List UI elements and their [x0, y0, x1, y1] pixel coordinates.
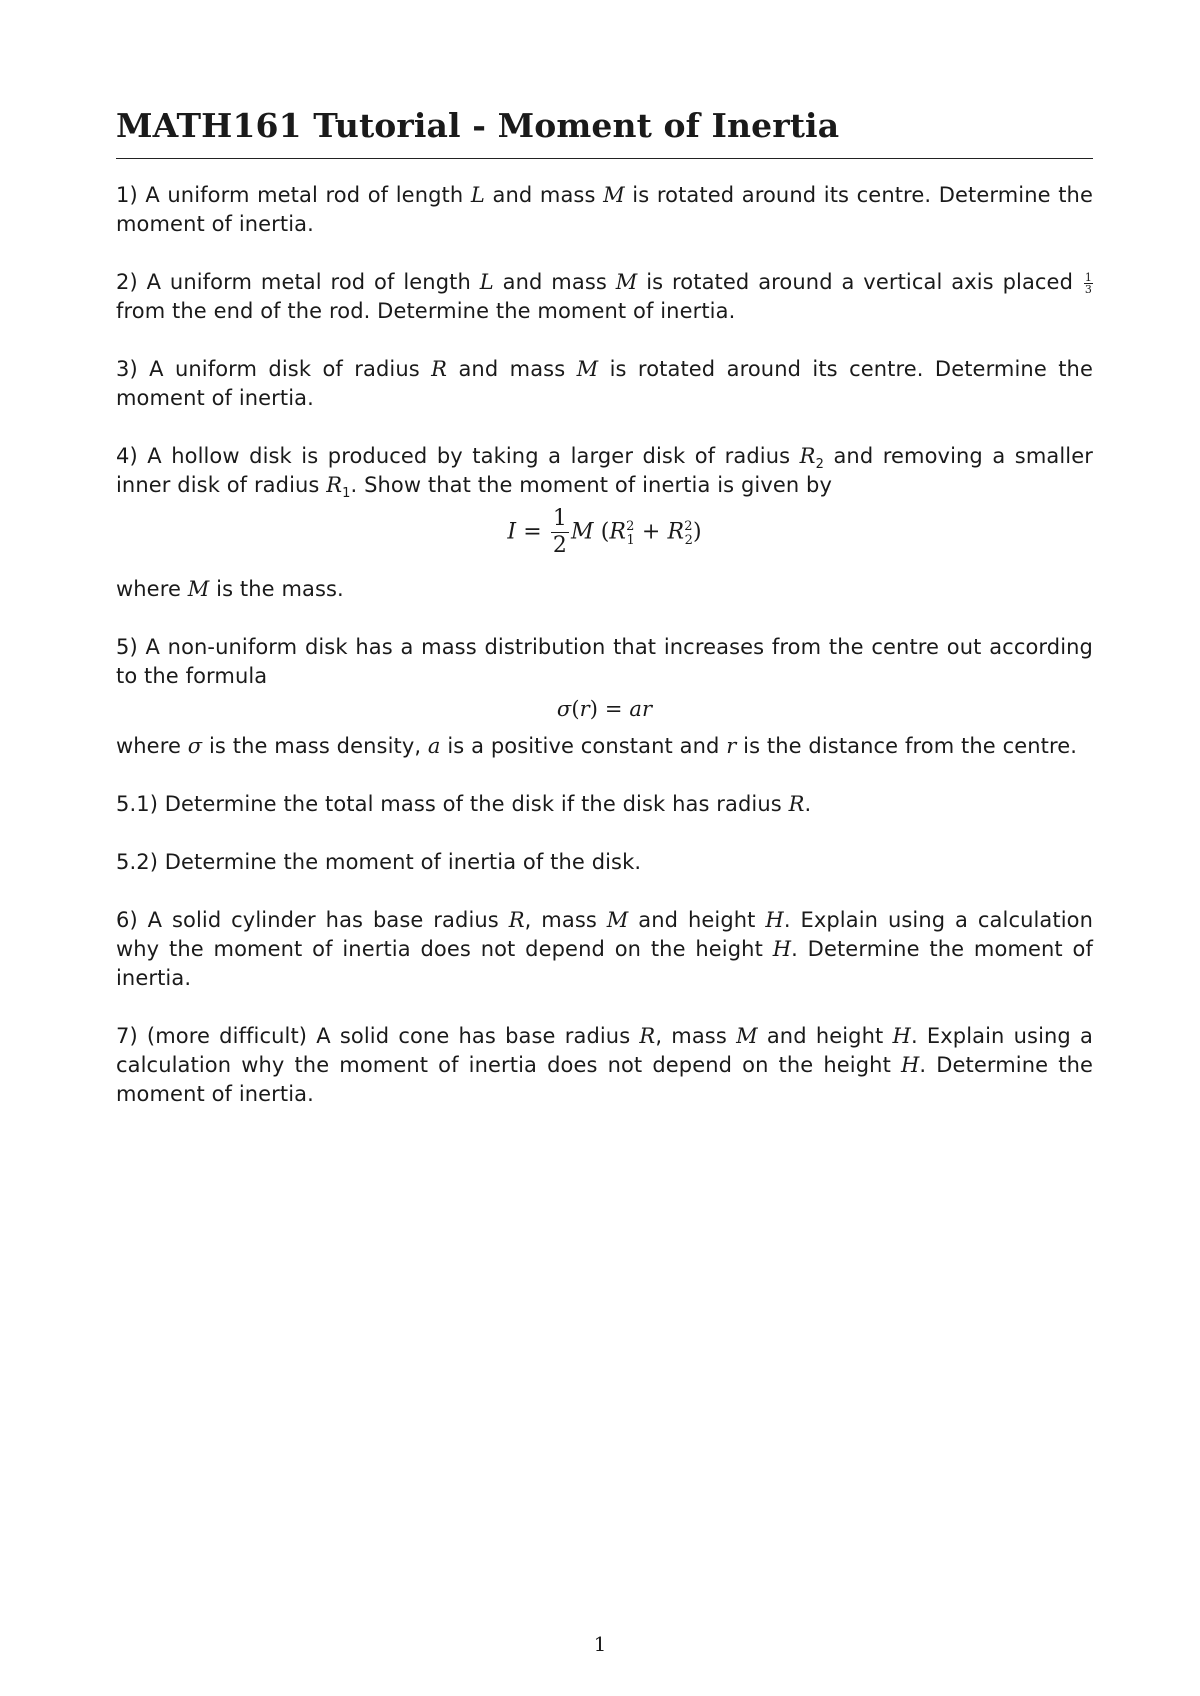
- q4-var-R2: R: [799, 444, 816, 468]
- q1-text-c: is rotated around its centre. Determine the moment of inertia.: [116, 183, 1093, 236]
- page-number: 1: [593, 1632, 607, 1656]
- q2-var-L: L: [479, 270, 494, 294]
- q5-where-d: is the distance from the centre.: [736, 734, 1078, 758]
- q5-where: [116, 732, 1093, 761]
- question-5-2: [116, 848, 1093, 877]
- title-rule: [116, 158, 1093, 159]
- q4-where-M: M: [187, 577, 210, 601]
- q6-var-H-2: H: [772, 937, 792, 961]
- q5-where-c: is a positive constant and: [440, 734, 727, 758]
- q4-eq-sub-2: 2: [684, 532, 693, 548]
- q2-var-M: M: [615, 270, 638, 294]
- q6-var-M: M: [606, 908, 629, 932]
- q1-var-L: L: [470, 183, 485, 207]
- q4-eq-R1: R: [609, 519, 627, 545]
- q5-text-a: 5) A non-uniform disk has a mass distribution that increases from the centre out according to the formula: [116, 635, 1093, 688]
- q4-text-b: and removing a smaller inner disk of radius: [116, 444, 1093, 497]
- q4-eq-open: (: [593, 519, 610, 545]
- question-2: [116, 268, 1093, 326]
- question-1: [116, 181, 1093, 239]
- q6-text-e: . Determine the moment of inertia.: [116, 937, 1093, 990]
- q5-eq-sigma: σ: [556, 697, 572, 721]
- q4-var-R1: R: [326, 473, 343, 497]
- q1-text-a: 1) A uniform metal rod of length: [116, 183, 471, 207]
- q4-eq-plus: +: [634, 519, 668, 545]
- question-3: [116, 355, 1093, 413]
- q7-text-d: . Explain using a calculation why the moment of inertia does not depend on the height: [116, 1024, 1093, 1077]
- q7-text-b: , mass: [655, 1024, 737, 1048]
- q3-text-a: 3) A uniform disk of radius: [116, 357, 432, 381]
- q4-eq-equals: =: [516, 519, 549, 545]
- q5-eq-ar: ar: [629, 697, 653, 721]
- q4-eq-sup-2: 2: [684, 519, 693, 535]
- question-5-1: [116, 790, 1093, 819]
- q3-var-M: M: [576, 357, 599, 381]
- q2-text-b: and mass: [493, 270, 616, 294]
- question-6: [116, 906, 1093, 993]
- q4-where: [116, 575, 1093, 604]
- q4-eq-R2: R: [667, 519, 685, 545]
- q3-text-b: and mass: [447, 357, 577, 381]
- q7-var-M: M: [736, 1024, 758, 1048]
- q4-eq-close: ): [692, 519, 702, 545]
- q7-text-c: and height: [757, 1024, 893, 1048]
- q7-text-a: 7) (more difficult) A solid cone has base radius: [116, 1024, 640, 1048]
- q6-text-d: . Explain using a calculation why the moment of inertia does not depend on the height: [116, 908, 1094, 961]
- question-5: [116, 633, 1093, 691]
- q4-where-b: is the mass.: [209, 577, 344, 601]
- q5-eq-r: r: [579, 697, 590, 721]
- q4-eq-frac-den: 2: [552, 533, 567, 558]
- q6-var-H: H: [765, 908, 784, 932]
- q5-where-a: where: [116, 734, 188, 758]
- q5-where-r: r: [726, 734, 737, 758]
- q5-eq-open: (: [571, 697, 580, 721]
- q4-eq-M: M: [570, 519, 594, 545]
- q5-where-b: is the mass density,: [202, 734, 428, 758]
- q4-eq-I: I: [507, 519, 517, 545]
- q51-text-a: 5.1) Determine the total mass of the disk if the disk has radius: [116, 792, 789, 816]
- q5-eq-close: ): [589, 697, 599, 721]
- q4-where-a: where: [116, 577, 188, 601]
- document-body: [116, 104, 1093, 1138]
- q2-text-a: 2) A uniform metal rod of length: [116, 270, 480, 294]
- q4-text-a: 4) A hollow disk is produced by taking a larger disk of radius: [116, 444, 800, 468]
- q5-where-sigma: σ: [187, 734, 203, 758]
- q1-text-b: and mass: [484, 183, 604, 207]
- q3-var-R: R: [431, 357, 448, 381]
- q6-text-a: 6) A solid cylinder has base radius: [116, 908, 509, 932]
- q7-var-H: H: [892, 1024, 911, 1048]
- q5-where-a-const: a: [427, 734, 441, 758]
- q4-equation: [116, 508, 1093, 557]
- q2-text-d: from the end of the rod. Determine the moment of inertia.: [116, 299, 736, 323]
- q7-var-R: R: [639, 1024, 656, 1048]
- q2-frac-den: 3: [1084, 282, 1092, 296]
- q4-sub-2: 2: [815, 457, 824, 473]
- question-7: [116, 1022, 1093, 1109]
- q4-eq-sup-1: 2: [626, 519, 635, 535]
- q52-text-a: 5.2) Determine the moment of inertia of the disk.: [116, 850, 642, 874]
- page-title: MATH161 Tutorial - Moment of Inertia: [116, 106, 840, 145]
- q7-var-H-2: H: [900, 1053, 920, 1077]
- q6-text-c: and height: [628, 908, 766, 932]
- q2-frac-num: 1: [1084, 270, 1092, 284]
- q4-sub-1: 1: [342, 486, 351, 502]
- q2-fraction: [1084, 272, 1093, 295]
- q4-text-c: . Show that the moment of inertia is given by: [350, 473, 833, 497]
- q4-eq-fraction: [551, 508, 569, 557]
- q3-text-c: is rotated around its centre. Determine the moment of inertia.: [116, 357, 1093, 410]
- q51-text-b: .: [804, 792, 812, 816]
- q6-var-R: R: [508, 908, 525, 932]
- q5-eq-equals: =: [598, 697, 630, 721]
- q1-var-M: M: [603, 183, 625, 207]
- q4-eq-sub-1: 1: [626, 532, 635, 548]
- q2-text-c: is rotated around a vertical axis placed: [637, 270, 1082, 294]
- q4-eq-frac-num: 1: [552, 506, 567, 531]
- question-4: [116, 442, 1093, 500]
- q7-text-e: . Determine the moment of inertia.: [116, 1053, 1093, 1106]
- q5-equation: [116, 695, 1093, 724]
- q6-text-b: , mass: [524, 908, 607, 932]
- q51-var-R: R: [788, 792, 805, 816]
